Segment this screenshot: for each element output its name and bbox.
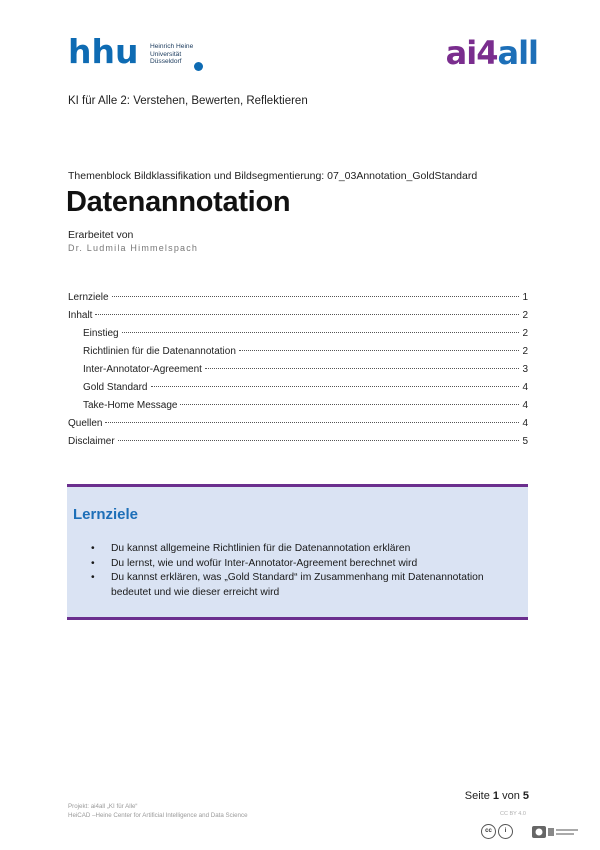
page-number-middle: von: [499, 790, 523, 802]
hhu-logo-subtitle: [150, 43, 193, 66]
hhu-logo-text: hhu: [68, 32, 139, 71]
ai4all-logo-part: 4: [476, 34, 498, 72]
oer-logo-graphic: [532, 824, 580, 840]
course-title: KI für Alle 2: Verstehen, Bewerten, Reflektieren: [68, 95, 308, 107]
license-text[interactable]: CC BY 4.0: [500, 811, 526, 817]
document-title: Datenannotation: [66, 186, 291, 218]
toc-leader: [180, 404, 519, 405]
toc-entry-label: Richtlinien für die Datenannotation: [83, 346, 236, 357]
bullet-icon: •: [91, 543, 95, 554]
toc-entry-label: Lernziele: [68, 292, 109, 303]
toc-entry-page: 1: [522, 292, 528, 303]
toc-entry-page: 4: [522, 382, 528, 393]
learning-goals-box: [67, 484, 528, 620]
author-name: Dr. Ludmila Himmelspach: [68, 243, 199, 253]
toc-entry-page: 4: [522, 418, 528, 429]
hhu-subtitle-line: Heinrich Heine: [150, 43, 194, 50]
toc-entry-lernziele[interactable]: [68, 292, 528, 310]
toc-entry-label: Inhalt: [68, 310, 93, 321]
toc-entry-page: 2: [522, 310, 528, 321]
hhu-logo: [68, 32, 208, 72]
learning-goal-text: Du kannst erklären, was „Gold Standard“ im Zusammenhang mit Datenannotation bedeutet und wie dieser erreicht wird: [111, 572, 484, 598]
footer-center-line: HeiCAD –Heine Center for Artificial Intelligence and Data Science: [68, 812, 248, 819]
toc-leader: [205, 368, 519, 369]
toc-entry-inhalt[interactable]: [68, 310, 528, 328]
toc-leader: [105, 422, 519, 423]
ai4all-logo: [428, 34, 538, 72]
page-number: [465, 790, 529, 802]
cc-by-icon: i: [498, 824, 513, 839]
hhu-logo-dot: [194, 62, 203, 71]
toc-entry-disclaimer[interactable]: [68, 436, 528, 454]
toc-entry-richtlinien[interactable]: [68, 346, 528, 364]
toc-entry-label: Gold Standard: [83, 382, 148, 393]
toc-entry-page: 2: [522, 328, 528, 339]
toc-entry-inter-annotator-agreement[interactable]: [68, 364, 528, 382]
toc-entry-label: Take-Home Message: [83, 400, 178, 411]
hhu-subtitle-line: Düsseldorf: [150, 58, 182, 66]
toc-entry-take-home-message[interactable]: [68, 400, 528, 418]
toc-leader: [112, 296, 520, 297]
toc-entry-label: Inter-Annotator-Agreement: [83, 364, 202, 375]
toc-entry-einstieg[interactable]: [68, 328, 528, 346]
footer-project-info: [68, 802, 248, 820]
learning-goals-list: [91, 542, 511, 600]
hhu-subtitle-line: Universität: [150, 50, 182, 58]
author-label: Erarbeitet von: [68, 229, 134, 241]
learning-goal-item: [91, 542, 511, 557]
toc-entry-label: Disclaimer: [68, 436, 115, 447]
toc-leader: [239, 350, 520, 351]
toc-entry-gold-standard[interactable]: [68, 382, 528, 400]
learning-goal-text: Du lernst, wie und wofür Inter-Annotator-Agreement berechnet wird: [111, 557, 418, 569]
toc-entry-page: 3: [522, 364, 528, 375]
ai4all-logo-text: [446, 36, 538, 70]
ai4all-logo-part: all: [497, 34, 538, 72]
ai4all-logo-part: ai: [445, 34, 477, 72]
toc-entry-page: 5: [522, 436, 528, 447]
oer-logo-icon: [532, 824, 580, 840]
page-number-prefix: Seite: [464, 790, 493, 802]
toc-leader: [151, 386, 520, 387]
page-number-total: 5: [522, 790, 529, 802]
bullet-icon: •: [91, 572, 95, 583]
toc-leader: [118, 440, 520, 441]
bullet-icon: •: [91, 557, 95, 569]
theme-line: Themenblock Bildklassifikation und Bildsegmentierung: 07_03Annotation_GoldStandard: [68, 170, 478, 182]
toc-entry-label: Quellen: [68, 418, 103, 429]
toc-entry-page: 4: [522, 400, 528, 411]
table-of-contents: [68, 292, 528, 454]
toc-leader: [95, 314, 519, 315]
learning-goals-title: Lernziele: [73, 506, 139, 523]
learning-goal-text: Du kannst allgemeine Richtlinien für die Datenannotation erklären: [111, 543, 411, 554]
cc-license-icon: [481, 822, 531, 842]
learning-goal-item: [91, 557, 511, 572]
toc-leader: [122, 332, 520, 333]
footer-project-line: Projekt: ai4all „KI für Alle“: [68, 803, 138, 810]
toc-entry-label: Einstieg: [83, 328, 119, 339]
learning-goal-item: [91, 571, 511, 600]
toc-entry-page: 2: [522, 346, 528, 357]
toc-entry-quellen[interactable]: [68, 418, 528, 436]
cc-icon: cc: [481, 824, 496, 839]
page-number-current: 1: [492, 790, 500, 802]
